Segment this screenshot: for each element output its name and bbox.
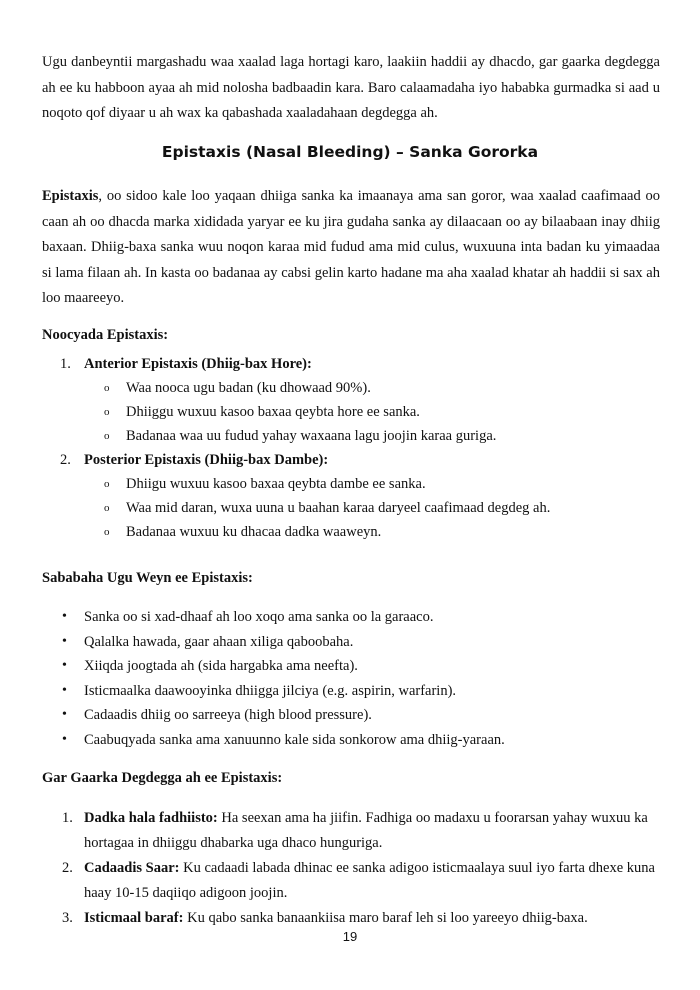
type-item-number: 1. (60, 356, 71, 372)
cause-item: • Xiiqda joogtada ah (sida hargabka ama neefta). (62, 654, 662, 679)
first-aid-step (62, 806, 662, 856)
step-number: 1. (62, 810, 73, 826)
types-list (60, 352, 660, 544)
type-item-posterior (60, 448, 660, 544)
first-aid-step (62, 856, 662, 906)
first-aid-step (62, 906, 662, 931)
cause-item: • Caabuqyada sanka ama xanuunno kale sida sonkorow ama dhiig-yaraan. (62, 728, 662, 753)
step-title: Dadka hala fadhiisto: (84, 810, 218, 826)
type-point: o Waa mid daran, wuxa uuna u baahan karaa daryeel caafimaad degdeg ah. (84, 496, 660, 520)
page-number: 19 (342, 929, 358, 944)
type-point: o Waa nooca ugu badan (ku dhowaad 90%). (84, 376, 660, 400)
step-text: Ku qabo sanka banaankiisa maro baraf leh si loo yareeyo dhiig-baxa. (183, 910, 588, 926)
step-text: Ku cadaadi labada dhinac ee sanka adigoo isticmaalaya suul iyo farta dhexe kuna haay 10-15 daqiiqo adigoon joojin. (84, 860, 655, 901)
step-text: Ha seexan ama ha jiifin. Fadhiga oo madaxu u foorarsan yahay wuxuu ka hortagaa in dhiiggu dhabarka uga dhaco hunguriga. (84, 810, 648, 851)
section-title: Epistaxis (Nasal Bleeding) – Sanka Gororka (161, 143, 539, 161)
step-title: Isticmaal baraf: (84, 910, 184, 926)
type-sublist (84, 376, 660, 448)
cause-item: • Sanka oo si xad-dhaaf ah loo xoqo ama sanka oo la garaaco. (62, 605, 662, 630)
type-item-title: Posterior Epistaxis (Dhiig-bax Dambe): (84, 452, 329, 468)
cause-item: • Cadaadis dhiig oo sarreeya (high blood pressure). (62, 703, 662, 728)
step-title: Cadaadis Saar: (84, 860, 180, 876)
type-point: o Badanaa waa uu fudud yahay waxaana lagu joojin karaa guriga. (84, 424, 660, 448)
cause-item: • Isticmaalka daawooyinka dhiigga jilciya (e.g. aspirin, warfarin). (62, 679, 662, 704)
type-point: o Dhiiggu wuxuu kasoo baxaa qeybta hore ee sanka. (84, 400, 660, 424)
type-point: o Badanaa wuxuu ku dhacaa dadka waaweyn. (84, 520, 660, 544)
intro-paragraph: Ugu danbeyntii margashadu waa xaalad laga hortagi karo, laakiin haddii ay dhacdo, gar gaarka degdegga ah ee ku habboon ayaa ah mid nolosha badbaadin kara. Baro calaamadaha iyo hababka gurmadka si aad u noqoto qof diyaar u ah wax ka qabashada xaaladahaan degdegga ah. (42, 54, 660, 121)
first-aid-list (62, 806, 662, 931)
causes-list (62, 605, 662, 752)
types-heading: Noocyada Epistaxis: (42, 327, 169, 343)
definition-text: , oo sidoo kale loo yaqaan dhiiga sanka ka imaanaya ama san goror, waa xaalad caafimaad oo caan ah oo dhacda marka xididada yaryar ee ku jira gudaha sanka ay dilaacaan oo ay bilaabaan inay dhiig baxaan. Dhiig-baxa sanka wuu noqon karaa mid fudud ama mid culus, wuxuuna inta badan ku yimaadaa si lama filaan ah. In kasta oo badanaa ay cabsi gelin karto hadane ma aha xaalad khatar ah haddii si sax ah loo maareeyo. (42, 188, 660, 306)
causes-heading: Sababaha Ugu Weyn ee Epistaxis: (42, 570, 253, 586)
type-point: o Dhiigu wuxuu kasoo baxaa qeybta dambe ee sanka. (84, 472, 660, 496)
first-aid-heading: Gar Gaarka Degdegga ah ee Epistaxis: (42, 770, 283, 786)
definition-term: Epistaxis (42, 188, 99, 204)
step-number: 2. (62, 860, 73, 876)
type-item-number: 2. (60, 452, 71, 468)
cause-item: • Qalalka hawada, gaar ahaan xiliga qaboobaha. (62, 630, 662, 655)
step-number: 3. (62, 910, 73, 926)
type-item-anterior (60, 352, 660, 448)
type-sublist (84, 472, 660, 544)
type-item-title: Anterior Epistaxis (Dhiig-bax Hore): (84, 356, 312, 372)
definition-paragraph (42, 184, 660, 312)
